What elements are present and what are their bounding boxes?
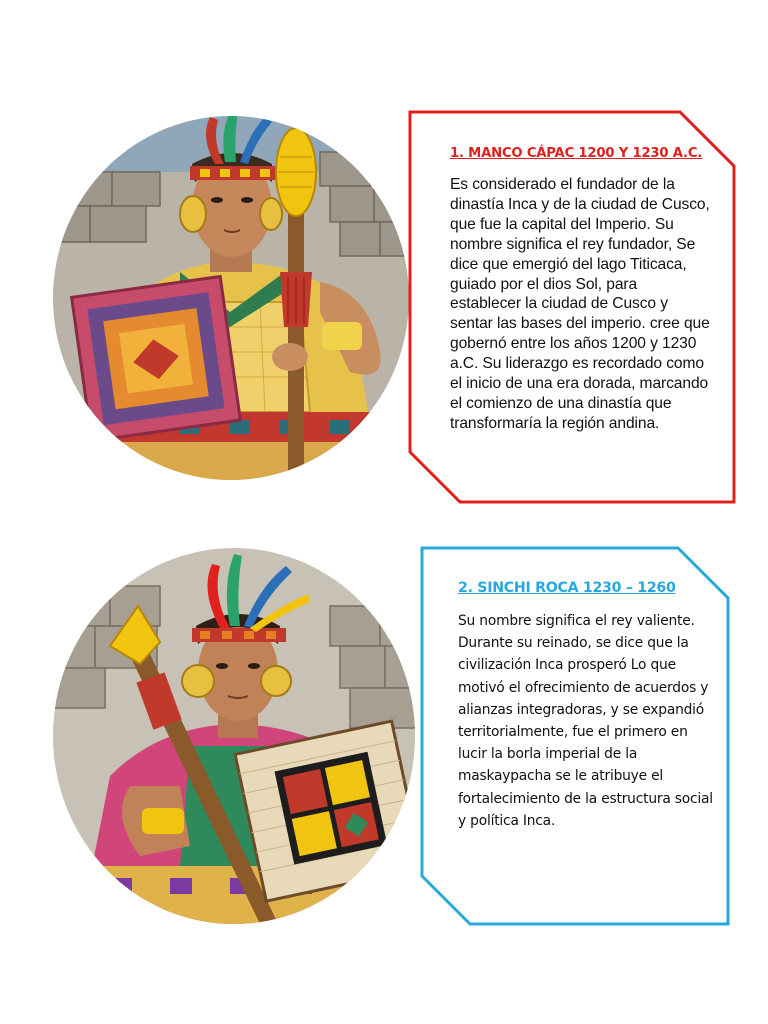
manco-capac-portrait <box>50 112 412 484</box>
sinchi-roca-portrait <box>50 546 420 928</box>
card-body: Es considerado el fundador de la dinastía Inca y de la ciudad de Cusco, que fue la capital del Imperio. Su nombre significa el rey fundador, Se dice que emergió del lago Titicaca, guiado por el dios Sol, para establecer la ciudad de Cusco y sentar las bases del imperio. cree que gobernó entre los años 1200 y 1230 a.C. Su liderazgo es recordado como el inicio de una era dorada, marcando el comienzo de una dinastía que transformaría la región andina. <box>450 176 710 432</box>
manco-capac-card <box>408 110 736 504</box>
card-title: 2. SINCHI ROCA 1230 – 1260 <box>458 580 676 596</box>
card-title: 1. MANCO CÁPAC 1200 Y 1230 A.C. <box>450 146 703 161</box>
card-body: Su nombre significa el rey valiente. Durante su reinado, se dice que la civilización Inca prosperó Lo que motivó el ofrecimiento de acuerdos y alianzas integradoras, y se expandió territorialmente, fue el primero en lucir la borla imperial de la maskaypacha se le atribuye el fortalecimiento de la estructura social y política Inca. <box>458 613 713 829</box>
sinchi-roca-card <box>420 546 730 926</box>
